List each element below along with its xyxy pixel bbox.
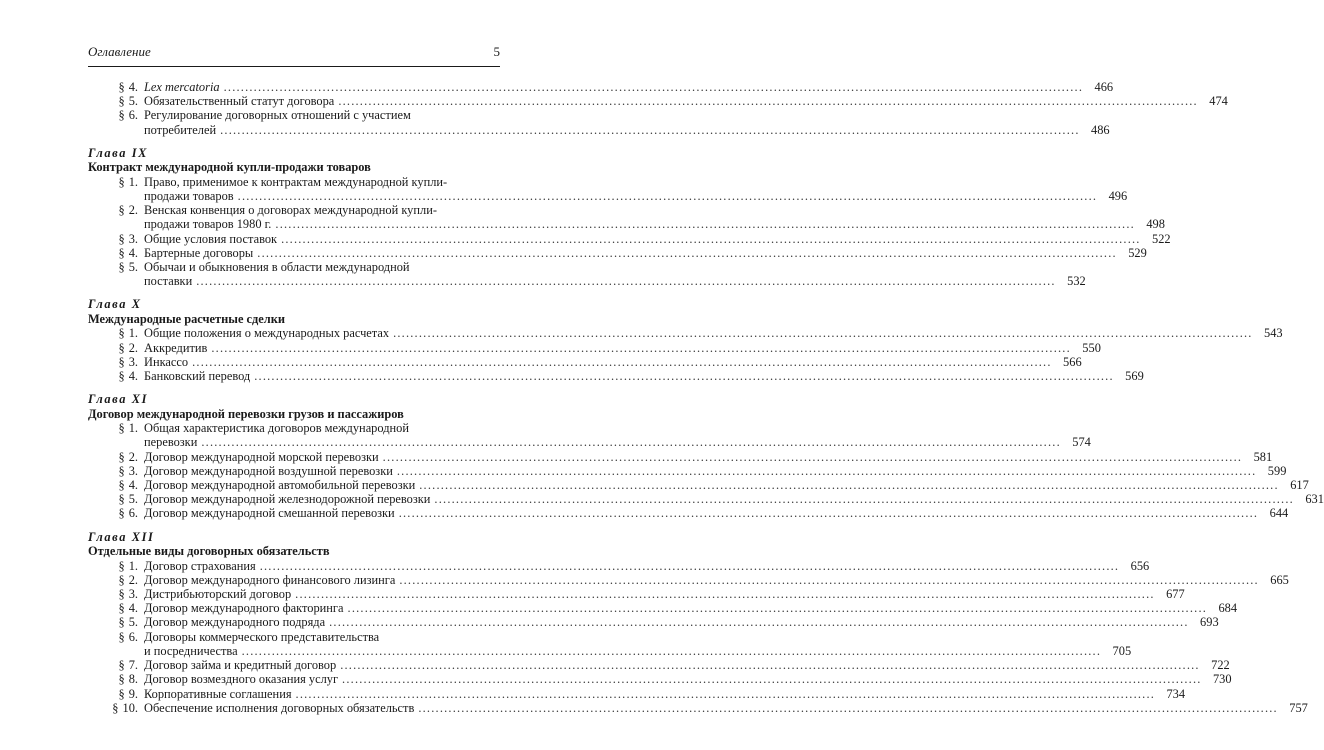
entry-body <box>144 108 1110 137</box>
entry-line <box>144 643 1132 658</box>
section-index: 9. <box>128 686 138 701</box>
entry-page-number: 656 <box>1130 558 1150 573</box>
entry-line <box>144 572 1289 587</box>
dot-leader: ........................................................................................................................................................................................................ <box>338 94 1198 109</box>
entry-title: Договоры коммерческого представительства <box>144 629 380 644</box>
section-index: 10. <box>122 700 138 715</box>
entry-line <box>144 245 1147 260</box>
dot-leader: ........................................................................................................................................................................................................ <box>257 245 1117 260</box>
header-rule <box>88 66 500 67</box>
entry-page-number: 466 <box>1094 80 1114 94</box>
section-number <box>88 246 144 260</box>
entry-title: Договор возмездного оказания услуг <box>144 672 339 687</box>
section-symbol: § <box>118 478 125 493</box>
section-symbol: § <box>118 558 125 573</box>
entry-body <box>144 672 1232 687</box>
section-symbol: § <box>118 506 125 521</box>
entry-body <box>144 558 1150 573</box>
section-number <box>88 175 144 203</box>
entry-line <box>144 478 1309 493</box>
section-index: 1. <box>128 421 138 436</box>
chapter-label: Глава IX <box>88 145 149 160</box>
section-symbol: § <box>118 672 125 687</box>
entry-page-number: 532 <box>1067 274 1086 289</box>
entry-title: продажи товаров <box>144 189 234 204</box>
entry-body <box>144 245 1147 260</box>
entry-page-number: 677 <box>1166 587 1185 602</box>
entry-body <box>144 203 1165 232</box>
section-symbol: § <box>118 80 125 94</box>
dot-leader: ........................................................................................................................................................................................................ <box>259 558 1120 573</box>
entry-line <box>144 658 1230 673</box>
dot-leader: ........................................................................................................................................................................................................ <box>295 587 1155 602</box>
entry-title: Регулирование договорных отношений с участием <box>144 108 411 123</box>
section-index: 6. <box>128 108 138 123</box>
section-symbol: § <box>118 463 125 478</box>
section-number <box>88 630 144 658</box>
dot-leader: ........................................................................................................................................................................................................ <box>281 231 1141 246</box>
entry-title: Обеспечение исполнения договорных обязательств <box>144 700 415 715</box>
section-number <box>88 94 144 108</box>
entry-title: Договор международного факторинга <box>144 601 344 616</box>
entry-title: Lex mercatoria <box>144 80 220 94</box>
entry-line <box>144 260 500 274</box>
entry-line <box>144 203 500 217</box>
entry-line <box>144 506 1289 521</box>
toc-entry[interactable] <box>88 572 1289 587</box>
toc-entry[interactable] <box>88 700 1308 715</box>
section-number <box>88 80 144 94</box>
toc-entry[interactable] <box>88 369 1144 384</box>
toc-entry[interactable] <box>88 80 1114 94</box>
section-number <box>88 506 144 520</box>
entry-body <box>144 492 1324 507</box>
section-index: 2. <box>128 572 138 587</box>
section-number <box>88 587 144 601</box>
chapter-label: Глава XII <box>88 529 155 544</box>
entry-line <box>144 369 1144 384</box>
entry-title: Корпоративные соглашения <box>144 686 292 701</box>
dot-leader: ........................................................................................................................................................................................................ <box>220 122 1080 137</box>
section-index: 4. <box>128 245 138 260</box>
dot-leader: ........................................................................................................................................................................................................ <box>340 658 1200 673</box>
entry-page-number: 581 <box>1253 449 1273 464</box>
entry-page-number: 550 <box>1082 340 1101 355</box>
section-index: 5. <box>128 615 138 630</box>
entry-page-number: 566 <box>1063 354 1082 369</box>
toc-entry[interactable] <box>88 478 1309 493</box>
section-number <box>88 615 144 629</box>
entry-body <box>144 94 1228 109</box>
entry-line <box>144 686 1186 701</box>
entry-line <box>144 449 1273 464</box>
entry-page-number: 665 <box>1270 572 1289 587</box>
entry-body <box>144 174 1128 204</box>
entry-page-number: 684 <box>1218 601 1238 616</box>
section-number <box>88 108 144 136</box>
entry-line <box>144 700 1308 715</box>
section-symbol: § <box>118 260 125 275</box>
entry-body <box>144 700 1308 715</box>
chapter-label: Глава XI <box>88 392 149 407</box>
entry-title: Договор международного финансового лизинга <box>144 572 396 587</box>
entry-line <box>144 326 1283 341</box>
chapter-title: Отдельные виды договорных обязательств <box>88 544 330 559</box>
entry-line <box>144 421 500 435</box>
entry-line <box>144 558 1150 573</box>
dot-leader: ........................................................................................................................................................................................................ <box>382 449 1243 464</box>
entry-body <box>144 421 1091 450</box>
section-symbol: § <box>118 108 125 123</box>
section-symbol: § <box>118 572 125 587</box>
entry-body <box>144 686 1186 701</box>
toc-entry[interactable] <box>88 340 1101 355</box>
dot-leader: ........................................................................................................................................................................................................ <box>223 80 1084 94</box>
entry-line <box>144 122 1110 137</box>
toc-entry[interactable] <box>88 108 1110 137</box>
entry-line <box>144 615 1219 630</box>
section-symbol: § <box>118 601 125 616</box>
entry-title: Дистрибьюторский договор <box>144 587 292 602</box>
section-symbol: § <box>118 174 125 189</box>
dot-leader: ........................................................................................................................................................................................................ <box>419 478 1279 493</box>
section-symbol: § <box>118 587 125 602</box>
entry-page-number: 569 <box>1125 369 1144 384</box>
running-title: Оглавление <box>88 44 151 59</box>
section-index: 4. <box>128 80 138 94</box>
chapter-block <box>88 297 1283 384</box>
toc-entry[interactable] <box>88 558 1150 573</box>
section-number <box>88 701 144 715</box>
entry-body <box>144 572 1289 587</box>
section-index: 1. <box>128 558 138 573</box>
entry-line <box>144 274 1086 289</box>
entry-title: Право, применимое к контрактам международной купли- <box>144 174 448 189</box>
toc-entry[interactable] <box>88 354 1082 369</box>
entry-title: Обычаи и обыкновения в области международной <box>144 260 410 275</box>
chapter-title: Международные расчетные сделки <box>88 311 286 326</box>
running-header <box>88 44 500 60</box>
entry-title: Аккредитив <box>144 340 208 355</box>
entry-title: поставки <box>144 274 193 289</box>
section-number <box>88 450 144 464</box>
toc-entry[interactable] <box>88 506 1289 521</box>
section-index: 5. <box>128 260 138 275</box>
section-index: 3. <box>128 354 138 369</box>
entry-body <box>144 601 1238 616</box>
dot-leader: ........................................................................................................................................................................................................ <box>434 492 1294 507</box>
entry-body <box>144 615 1219 630</box>
entry-body <box>144 231 1171 246</box>
entry-title: потребителей <box>144 122 217 137</box>
entry-line <box>144 492 1324 507</box>
entry-line <box>144 340 1101 355</box>
dot-leader: ........................................................................................................................................................................................................ <box>275 217 1135 232</box>
section-symbol: § <box>118 245 125 260</box>
section-number <box>88 203 144 231</box>
chapter-block <box>88 392 1324 521</box>
section-number <box>88 421 144 449</box>
entry-line <box>144 354 1082 369</box>
section-number <box>88 326 144 340</box>
entry-page-number: 722 <box>1211 658 1230 673</box>
entry-title: Венская конвенция о договорах международной купли- <box>144 203 437 218</box>
entry-page-number: 705 <box>1112 643 1132 658</box>
entry-title: и посредничества <box>144 643 238 658</box>
entry-page-number: 496 <box>1108 189 1128 204</box>
chapter-title: Контракт международной купли-продажи товаров <box>88 160 371 175</box>
toc-entry[interactable] <box>88 463 1287 478</box>
section-symbol: § <box>118 203 125 218</box>
entry-page-number: 486 <box>1091 122 1110 137</box>
toc-entry[interactable] <box>88 449 1273 464</box>
section-index: 2. <box>128 340 138 355</box>
entry-line <box>144 630 500 644</box>
section-symbol: § <box>118 354 125 369</box>
section-symbol: § <box>118 94 125 109</box>
section-index: 2. <box>128 203 138 218</box>
entry-page-number: 498 <box>1146 217 1165 232</box>
section-number <box>88 687 144 701</box>
page-number: 5 <box>493 44 500 59</box>
section-symbol: § <box>118 421 125 436</box>
entry-line <box>144 601 1238 616</box>
entry-page-number: 543 <box>1264 326 1283 341</box>
entry-title: Договор займа и кредитный договор <box>144 658 337 673</box>
entry-line <box>144 587 1185 602</box>
entry-body <box>144 478 1309 493</box>
section-symbol: § <box>118 686 125 701</box>
section-number <box>88 232 144 246</box>
toc-entry[interactable] <box>88 231 1171 246</box>
dot-leader: ........................................................................................................................................................................................................ <box>237 189 1098 204</box>
entry-page-number: 644 <box>1269 506 1289 521</box>
entry-page-number: 522 <box>1152 231 1171 246</box>
chapter-label: Глава X <box>88 297 142 312</box>
chapter-block <box>88 145 1171 289</box>
section-symbol: § <box>118 326 125 341</box>
dot-leader: ........................................................................................................................................................................................................ <box>393 326 1253 341</box>
entry-title: Договор международной смешанной перевозки <box>144 506 395 521</box>
section-index: 1. <box>128 174 138 189</box>
toc-entry[interactable] <box>88 94 1228 109</box>
entry-line <box>144 175 500 189</box>
entry-title: Общие условия поставок <box>144 231 278 246</box>
section-index: 3. <box>128 463 138 478</box>
entry-title: Договор международного подряда <box>144 615 326 630</box>
dot-leader: ........................................................................................................................................................................................................ <box>295 686 1156 701</box>
section-index: 6. <box>128 506 138 521</box>
toc-entry[interactable] <box>88 629 1132 658</box>
entry-page-number: 757 <box>1289 700 1308 715</box>
section-symbol: § <box>112 700 119 715</box>
section-number <box>88 260 144 288</box>
section-symbol: § <box>118 615 125 630</box>
section-symbol: § <box>118 658 125 673</box>
entry-title: Общая характеристика договоров международной <box>144 421 409 436</box>
toc-entry[interactable] <box>88 672 1232 687</box>
section-index: 5. <box>128 492 138 507</box>
entry-line <box>144 231 1171 246</box>
dot-leader: ........................................................................................................................................................................................................ <box>342 672 1202 687</box>
section-symbol: § <box>118 449 125 464</box>
section-index: 8. <box>128 672 138 687</box>
entry-page-number: 734 <box>1166 686 1186 701</box>
toc-entry[interactable] <box>88 492 1324 507</box>
entry-title: Общие положения о международных расчетах <box>144 326 390 341</box>
section-index: 2. <box>128 449 138 464</box>
entry-title: Договор международной воздушной перевозки <box>144 463 393 478</box>
section-symbol: § <box>118 492 125 507</box>
section-number <box>88 601 144 615</box>
table-of-contents <box>88 80 1324 715</box>
entry-body <box>144 658 1230 673</box>
entry-page-number: 599 <box>1267 463 1287 478</box>
section-index: 4. <box>128 369 138 384</box>
toc-entry[interactable] <box>88 601 1238 616</box>
toc-entry[interactable] <box>88 245 1147 260</box>
dot-leader: ........................................................................................................................................................................................................ <box>196 274 1056 289</box>
section-index: 5. <box>128 94 138 109</box>
section-index: 4. <box>128 601 138 616</box>
entry-page-number: 474 <box>1209 94 1228 109</box>
dot-leader: ........................................................................................................................................................................................................ <box>418 700 1278 715</box>
section-index: 1. <box>128 326 138 341</box>
entry-line <box>144 463 1287 478</box>
chapter-block <box>88 529 1308 715</box>
section-index: 3. <box>128 231 138 246</box>
dot-leader: ........................................................................................................................................................................................................ <box>329 615 1189 630</box>
dot-leader: ........................................................................................................................................................................................................ <box>201 435 1061 450</box>
entry-body <box>144 260 1086 289</box>
entry-title: Договор международной морской перевозки <box>144 449 379 464</box>
section-number <box>88 672 144 686</box>
dot-leader: ........................................................................................................................................................................................................ <box>399 572 1259 587</box>
dot-leader: ........................................................................................................................................................................................................ <box>211 340 1071 355</box>
dot-leader: ........................................................................................................................................................................................................ <box>192 354 1052 369</box>
entry-line <box>144 672 1232 687</box>
entry-line <box>144 217 1165 232</box>
entry-title: Договор международной железнодорожной перевозки <box>144 492 431 507</box>
entry-line <box>144 435 1091 450</box>
entry-line <box>144 94 1228 109</box>
toc-entry[interactable] <box>88 615 1219 630</box>
section-index: 4. <box>128 478 138 493</box>
section-symbol: § <box>118 629 125 644</box>
toc-entry[interactable] <box>88 326 1283 341</box>
section-symbol: § <box>118 369 125 384</box>
entry-title: Обязательственный статут договора <box>144 94 335 109</box>
section-index: 7. <box>128 658 138 673</box>
entry-body <box>144 587 1185 602</box>
section-index: 6. <box>128 629 138 644</box>
dot-leader: ........................................................................................................................................................................................................ <box>398 506 1259 521</box>
entry-title: Бартерные договоры <box>144 245 254 260</box>
section-number <box>88 478 144 492</box>
toc-entry[interactable] <box>88 421 1091 450</box>
section-number <box>88 573 144 587</box>
entry-page-number: 574 <box>1072 435 1091 450</box>
section-number <box>88 341 144 355</box>
entry-page-number: 631 <box>1305 492 1324 507</box>
entry-title: продажи товаров 1980 г. <box>144 217 272 232</box>
section-number <box>88 559 144 573</box>
section-number <box>88 464 144 478</box>
section-number <box>88 492 144 506</box>
entry-page-number: 617 <box>1290 478 1309 493</box>
entry-body <box>144 629 1132 658</box>
chapter-title: Договор международной перевозки грузов и пассажиров <box>88 406 404 421</box>
toc-entry[interactable] <box>88 174 1128 204</box>
dot-leader: ........................................................................................................................................................................................................ <box>241 643 1102 658</box>
entry-line <box>144 108 500 122</box>
section-index: 3. <box>128 587 138 602</box>
entry-title: Инкассо <box>144 354 189 369</box>
dot-leader: ........................................................................................................................................................................................................ <box>347 601 1208 616</box>
entry-line <box>144 80 1114 94</box>
entry-line <box>144 189 1128 204</box>
dot-leader: ........................................................................................................................................................................................................ <box>254 369 1114 384</box>
toc-entry[interactable] <box>88 658 1230 673</box>
entry-body <box>144 463 1287 478</box>
entry-body <box>144 354 1082 369</box>
toc-entry[interactable] <box>88 587 1185 602</box>
entry-page-number: 529 <box>1128 245 1147 260</box>
entry-body <box>144 340 1101 355</box>
entry-body <box>144 369 1144 384</box>
entry-title: Договор страхования <box>144 558 256 573</box>
entry-title: перевозки <box>144 435 198 450</box>
toc-entry[interactable] <box>88 203 1165 232</box>
toc-entry[interactable] <box>88 260 1086 289</box>
entry-page-number: 693 <box>1200 615 1219 630</box>
section-number <box>88 658 144 672</box>
entry-body <box>144 449 1273 464</box>
entry-title: Договор международной автомобильной перевозки <box>144 478 416 493</box>
section-number <box>88 355 144 369</box>
toc-entry[interactable] <box>88 686 1186 701</box>
section-number <box>88 369 144 383</box>
entry-body <box>144 506 1289 521</box>
entry-body <box>144 80 1114 94</box>
dot-leader: ........................................................................................................................................................................................................ <box>396 463 1257 478</box>
entry-page-number: 730 <box>1212 672 1232 687</box>
section-symbol: § <box>118 231 125 246</box>
section-symbol: § <box>118 340 125 355</box>
entry-title: Банковский перевод <box>144 369 251 384</box>
entry-body <box>144 326 1283 341</box>
